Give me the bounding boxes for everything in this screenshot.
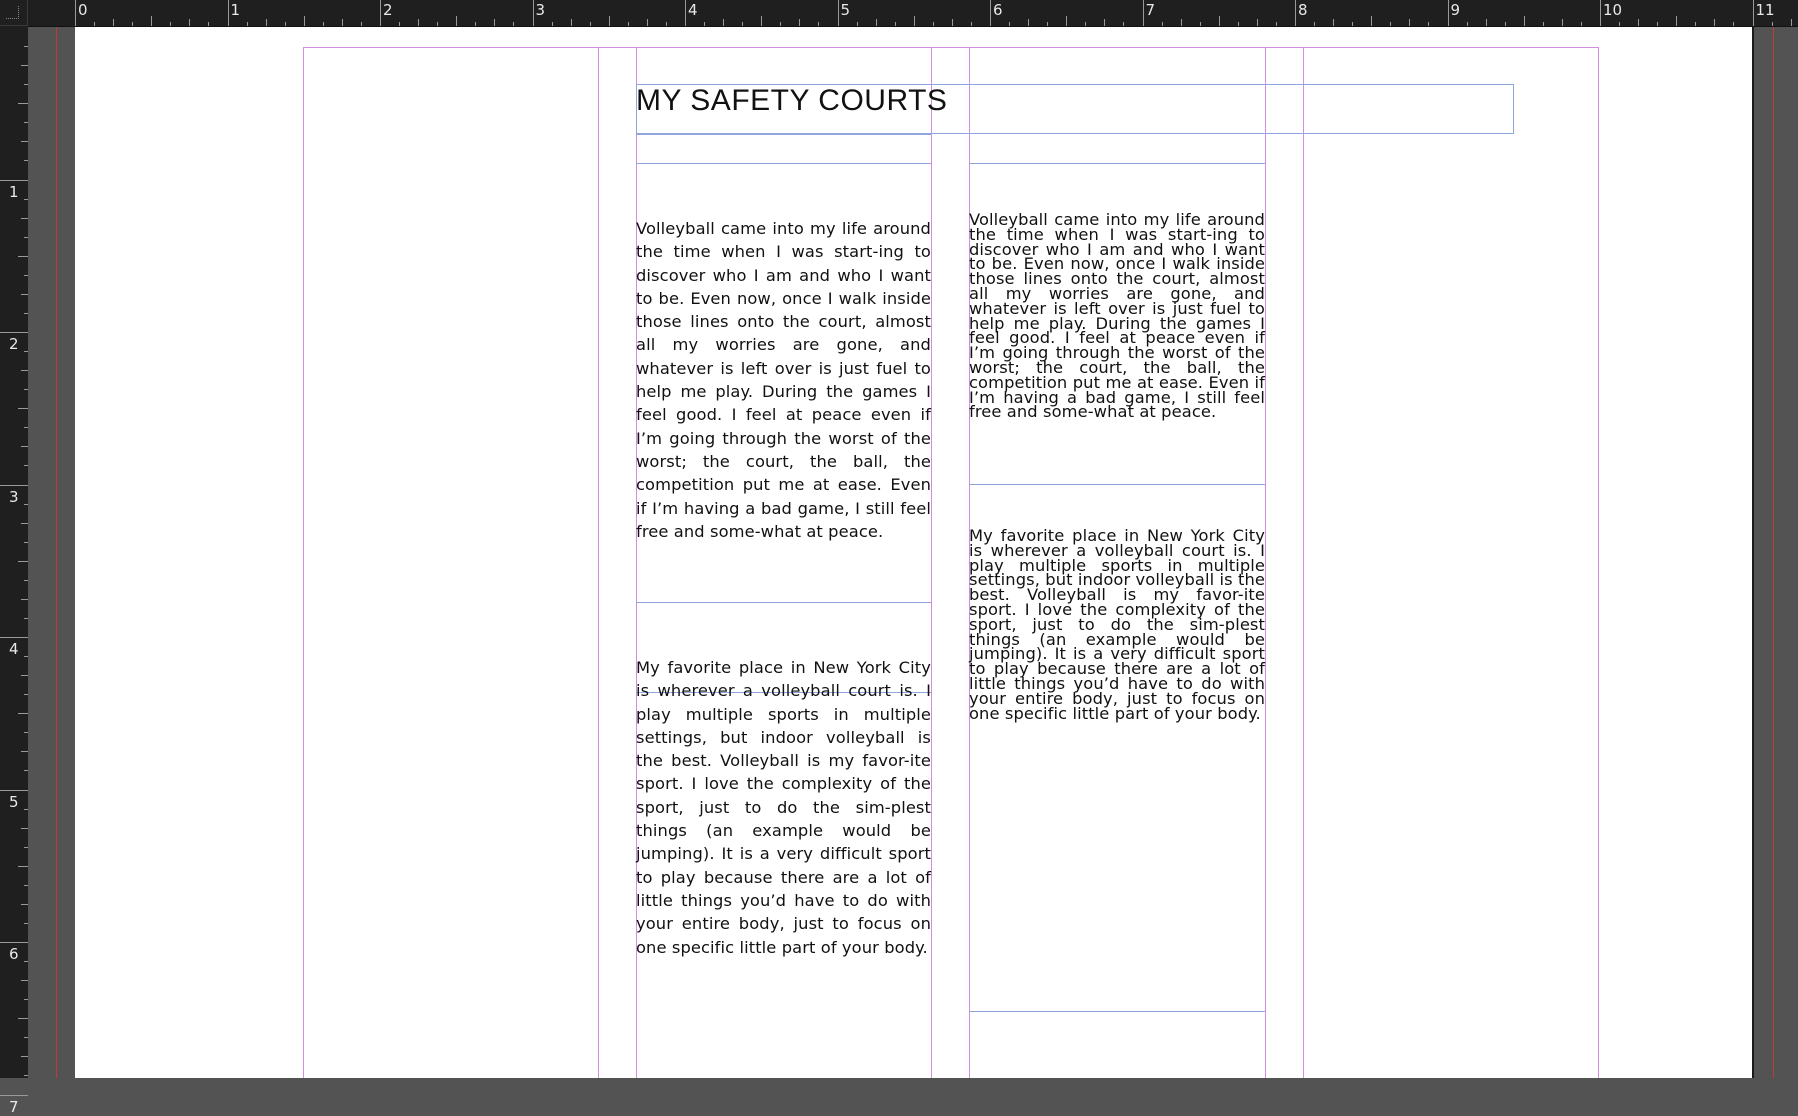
ruler-minor-tick bbox=[21, 370, 28, 371]
ruler-minor-tick bbox=[21, 828, 28, 829]
ruler-minor-tick bbox=[21, 294, 28, 295]
frame-edge bbox=[636, 163, 931, 164]
ruler-label: 2 bbox=[383, 1, 393, 19]
top-margin-guide bbox=[303, 47, 1599, 48]
ruler-label: 2 bbox=[9, 335, 19, 353]
ruler-minor-tick bbox=[323, 22, 324, 26]
ruler-minor-tick bbox=[21, 141, 28, 142]
ruler-label: 8 bbox=[1298, 1, 1308, 19]
ruler-minor-tick bbox=[21, 523, 28, 524]
ruler-label: 7 bbox=[9, 1097, 19, 1116]
ruler-major-tick bbox=[1143, 0, 1144, 26]
ruler-minor-tick bbox=[971, 22, 972, 26]
frame-edge bbox=[969, 163, 1265, 164]
ruler-major-tick bbox=[0, 1095, 28, 1096]
ruler-major-tick bbox=[0, 180, 28, 181]
ruler-label: 6 bbox=[9, 945, 19, 963]
ruler-minor-tick bbox=[933, 22, 934, 26]
ruler-minor-tick bbox=[571, 19, 572, 26]
ruler-minor-tick bbox=[113, 19, 114, 26]
pasteboard bbox=[28, 27, 75, 1078]
ruler-minor-tick bbox=[1714, 19, 1715, 26]
ruler-minor-tick bbox=[21, 218, 28, 219]
horizontal-ruler[interactable] bbox=[0, 0, 1798, 27]
ruler-minor-tick bbox=[18, 866, 28, 867]
ruler-minor-tick bbox=[513, 22, 514, 26]
frame-edge bbox=[636, 602, 931, 603]
column1-paragraph1[interactable]: Volleyball came into my life around the time when I was start-ing to discover who I am and who I want to be. Even now, once I walk inside those lines onto the court, almost all my worries are gone, and whatever is left over is just fuel to help me play. During the games I feel good. I feel at peace even if I’m going through the worst of the worst; the court, the ball, the competition put me at ease. Even if I’m having a bad game, I still feel free and some-what at peace. bbox=[636, 219, 931, 541]
ruler-minor-tick bbox=[1524, 16, 1525, 26]
ruler-minor-tick bbox=[1390, 22, 1391, 26]
ruler-minor-tick bbox=[761, 16, 762, 26]
ruler-minor-tick bbox=[1257, 19, 1258, 26]
ruler-major-tick bbox=[0, 332, 28, 333]
ruler-minor-tick bbox=[18, 1018, 28, 1019]
ruler-minor-tick bbox=[857, 22, 858, 26]
ruler-minor-tick bbox=[1543, 22, 1544, 26]
ruler-label: 4 bbox=[9, 640, 19, 658]
column2-paragraph2[interactable]: My favorite place in New York City is wherever a volleyball court is. I play multiple sports in multiple settings, but indoor volleyball is the best. Volleyball is my favor-ite sport. I love the complexity of the sport, just to do the sim-plest things (an example would be jumping). It is a very difficult sport to play because there are a lot of little things you’d have to do with your entire body, just to focus on one specific little part of your body. bbox=[969, 526, 1265, 723]
ruler-minor-tick bbox=[1695, 22, 1696, 26]
ruler-minor-tick bbox=[552, 22, 553, 26]
ruler-minor-tick bbox=[1505, 22, 1506, 26]
ruler-label: 3 bbox=[9, 487, 19, 506]
ruler-minor-tick bbox=[1638, 19, 1639, 26]
ruler-minor-tick bbox=[247, 22, 248, 26]
ruler-minor-tick bbox=[18, 256, 28, 257]
ruler-label: 3 bbox=[535, 1, 546, 19]
frame-edge bbox=[969, 1011, 1265, 1012]
ruler-minor-tick bbox=[1200, 22, 1201, 26]
ruler-minor-tick bbox=[1619, 22, 1620, 26]
ruler-origin-icon bbox=[6, 6, 19, 19]
ruler-minor-tick bbox=[21, 904, 28, 905]
ruler-major-tick bbox=[1448, 0, 1449, 26]
ruler-minor-tick bbox=[723, 19, 724, 26]
ruler-minor-tick bbox=[590, 22, 591, 26]
ruler-major-tick bbox=[685, 0, 686, 26]
ruler-major-tick bbox=[533, 0, 534, 26]
ruler-minor-tick bbox=[21, 980, 28, 981]
ruler-minor-tick bbox=[94, 22, 95, 26]
ruler-minor-tick bbox=[1486, 19, 1487, 26]
ruler-label: 1 bbox=[9, 182, 19, 201]
ruler-minor-tick bbox=[1028, 19, 1029, 26]
bleed-guide-right bbox=[1773, 27, 1774, 1078]
ruler-minor-tick bbox=[1352, 22, 1353, 26]
ruler-minor-tick bbox=[18, 103, 28, 104]
ruler-minor-tick bbox=[1219, 16, 1220, 26]
ruler-minor-tick bbox=[742, 22, 743, 26]
ruler-minor-tick bbox=[818, 22, 819, 26]
ruler-minor-tick bbox=[170, 22, 171, 26]
column2-paragraph1[interactable]: Volleyball came into my life around the time when I was start-ing to discover who I am and who I want to be. Even now, once I walk inside those lines onto the court, almost all my worries are gone, and whatever is left over is just fuel to help me play. During the games I feel good. I feel at peace even if I’m going through the worst of the worst; the court, the ball, the competition put me at ease. Even if I’m having a bad game, I still feel free and some-what at peace. bbox=[969, 210, 1265, 422]
ruler-minor-tick bbox=[952, 19, 953, 26]
ruler-minor-tick bbox=[1181, 19, 1182, 26]
ruler-minor-tick bbox=[21, 599, 28, 600]
ruler-minor-tick bbox=[609, 16, 610, 26]
ruler-minor-tick bbox=[1276, 22, 1277, 26]
ruler-minor-tick bbox=[18, 713, 28, 714]
ruler-minor-tick bbox=[1104, 19, 1105, 26]
ruler-minor-tick bbox=[1676, 16, 1677, 26]
ruler-major-tick bbox=[1600, 0, 1601, 26]
ruler-label: 5 bbox=[840, 1, 851, 19]
ruler-minor-tick bbox=[266, 19, 267, 26]
ruler-minor-tick bbox=[494, 19, 495, 26]
ruler-origin-corner[interactable] bbox=[0, 0, 28, 26]
vertical-ruler[interactable] bbox=[0, 26, 29, 1116]
ruler-minor-tick bbox=[361, 22, 362, 26]
ruler-minor-tick bbox=[1772, 22, 1773, 26]
ruler-major-tick bbox=[228, 0, 229, 26]
ruler-minor-tick bbox=[437, 22, 438, 26]
ruler-major-tick bbox=[838, 0, 839, 26]
ruler-minor-tick bbox=[1047, 22, 1048, 26]
frame-edge bbox=[969, 484, 1265, 485]
ruler-minor-tick bbox=[1562, 19, 1563, 26]
ruler-major-tick bbox=[75, 0, 76, 26]
ruler-label: 10 bbox=[1603, 1, 1623, 19]
ruler-minor-tick bbox=[208, 22, 209, 26]
ruler-major-tick bbox=[0, 790, 28, 791]
ruler-label: 9 bbox=[1450, 1, 1461, 19]
ruler-label: 11 bbox=[1755, 1, 1775, 19]
ruler-label: 7 bbox=[1145, 1, 1156, 19]
ruler-minor-tick bbox=[18, 408, 28, 409]
ruler-major-tick bbox=[0, 637, 28, 638]
ruler-minor-tick bbox=[799, 19, 800, 26]
ruler-minor-tick bbox=[1791, 19, 1792, 26]
ruler-minor-tick bbox=[304, 16, 305, 26]
ruler-minor-tick bbox=[418, 19, 419, 26]
page-title[interactable]: MY SAFETY COURTS bbox=[636, 84, 948, 117]
margin-guide-right bbox=[1598, 48, 1599, 1078]
column-guide-6 bbox=[1303, 48, 1304, 1078]
ruler-label: 0 bbox=[78, 1, 88, 19]
ruler-minor-tick bbox=[704, 22, 705, 26]
ruler-minor-tick bbox=[456, 16, 457, 26]
ruler-minor-tick bbox=[1657, 22, 1658, 26]
column-guide-3 bbox=[931, 48, 932, 1078]
ruler-label: 1 bbox=[230, 1, 241, 19]
ruler-minor-tick bbox=[1009, 22, 1010, 26]
ruler-minor-tick bbox=[342, 19, 343, 26]
ruler-minor-tick bbox=[914, 16, 915, 26]
ruler-minor-tick bbox=[21, 1056, 28, 1057]
ruler-minor-tick bbox=[1085, 22, 1086, 26]
ruler-minor-tick bbox=[1371, 16, 1372, 26]
ruler-minor-tick bbox=[475, 22, 476, 26]
column-guide-5 bbox=[1265, 48, 1266, 1078]
ruler-minor-tick bbox=[666, 22, 667, 26]
ruler-major-tick bbox=[0, 485, 28, 486]
ruler-minor-tick bbox=[780, 22, 781, 26]
ruler-minor-tick bbox=[399, 22, 400, 26]
ruler-minor-tick bbox=[21, 446, 28, 447]
ruler-major-tick bbox=[990, 0, 991, 26]
ruler-minor-tick bbox=[1333, 19, 1334, 26]
page-right-edge bbox=[1752, 27, 1754, 1078]
ruler-label: 5 bbox=[9, 792, 19, 811]
ruler-minor-tick bbox=[876, 19, 877, 26]
ruler-minor-tick bbox=[132, 22, 133, 26]
bleed-guide-left bbox=[56, 27, 57, 1078]
ruler-minor-tick bbox=[285, 22, 286, 26]
ruler-minor-tick bbox=[1238, 22, 1239, 26]
ruler-minor-tick bbox=[1066, 16, 1067, 26]
ruler-major-tick bbox=[380, 0, 381, 26]
ruler-major-tick bbox=[1295, 0, 1296, 26]
ruler-major-tick bbox=[0, 942, 28, 943]
ruler-minor-tick bbox=[628, 22, 629, 26]
ruler-minor-tick bbox=[18, 561, 28, 562]
ruler-major-tick bbox=[1753, 0, 1754, 26]
ruler-label: 6 bbox=[993, 1, 1003, 19]
ruler-minor-tick bbox=[1162, 22, 1163, 26]
ruler-minor-tick bbox=[895, 22, 896, 26]
ruler-minor-tick bbox=[1123, 22, 1124, 26]
margin-guide-left bbox=[303, 48, 304, 1078]
ruler-minor-tick bbox=[1581, 22, 1582, 26]
frame-edge bbox=[636, 134, 931, 135]
ruler-minor-tick bbox=[1467, 22, 1468, 26]
ruler-minor-tick bbox=[189, 19, 190, 26]
ruler-minor-tick bbox=[1733, 22, 1734, 26]
ruler-minor-tick bbox=[1409, 19, 1410, 26]
ruler-label: 4 bbox=[688, 1, 698, 19]
ruler-minor-tick bbox=[647, 19, 648, 26]
ruler-minor-tick bbox=[1314, 22, 1315, 26]
ruler-minor-tick bbox=[21, 675, 28, 676]
ruler-minor-tick bbox=[21, 65, 28, 66]
ruler-minor-tick bbox=[151, 16, 152, 26]
ruler-minor-tick bbox=[1428, 22, 1429, 26]
ruler-minor-tick bbox=[21, 751, 28, 752]
column-guide-1 bbox=[598, 48, 599, 1078]
column1-paragraph2[interactable]: My favorite place in New York City is wherever a volleyball court is. I play multiple sports in multiple settings, but indoor volleyball is the best. Volleyball is my favor-ite sport. I love the complexity of the sport, just to do the sim-plest things (an example would be jumping). It is a very difficult sport to play because there are a lot of little things you’d have to do with your entire body, just to focus on one specific little part of your body. bbox=[636, 658, 931, 957]
